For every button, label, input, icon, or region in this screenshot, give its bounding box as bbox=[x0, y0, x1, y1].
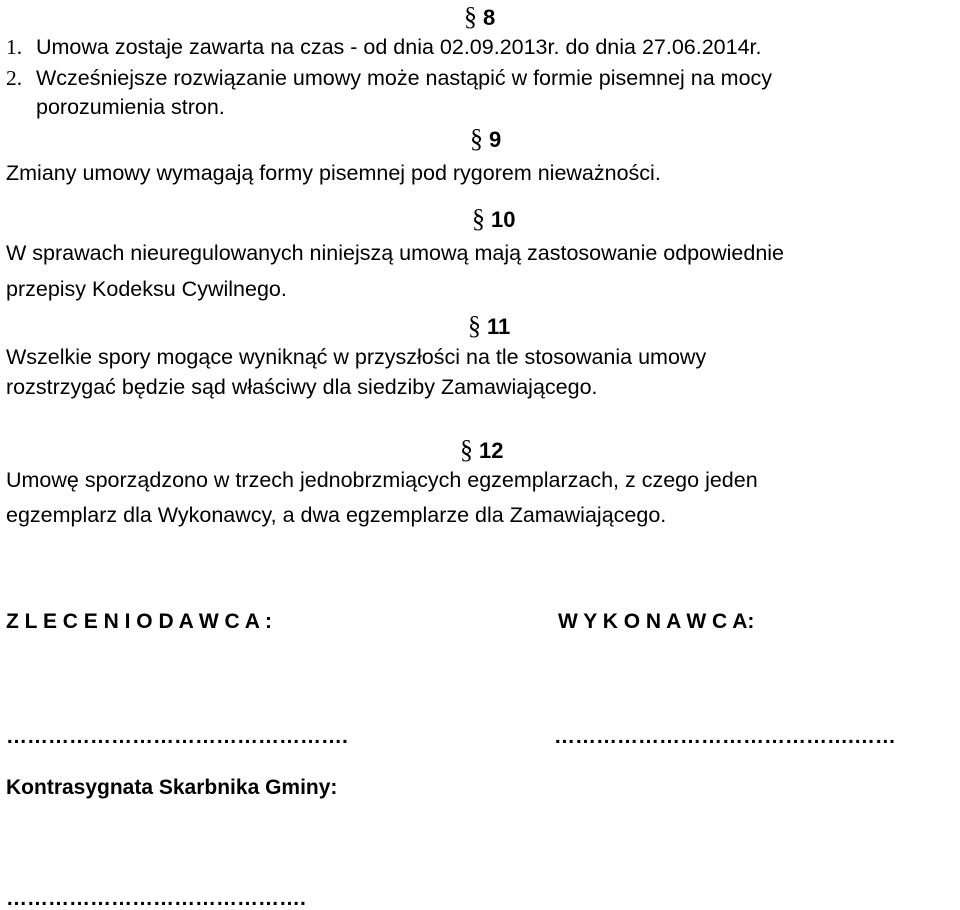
section-sign: § bbox=[470, 124, 483, 153]
treasurer-signature-dots: ……………………………………. bbox=[6, 887, 306, 910]
paragraph-text: przepisy Kodeksu Cywilnego. bbox=[6, 277, 287, 301]
section-10-line-1 bbox=[6, 243, 784, 265]
section-12-line-2 bbox=[6, 505, 666, 527]
contractor-signature-label: W Y K O N A W C A: bbox=[558, 610, 755, 633]
section-8-continuation bbox=[36, 97, 225, 119]
section-10-line-2 bbox=[6, 279, 287, 301]
treasurer-countersignature-label: Kontrasygnata Skarbnika Gminy: bbox=[6, 776, 338, 799]
paragraph-text: Wszelkie spory mogące wyniknąć w przyszłości na tle stosowania umowy bbox=[6, 345, 707, 369]
list-number: 2. bbox=[6, 66, 23, 90]
section-number: 10 bbox=[491, 207, 516, 232]
section-number: 8 bbox=[483, 5, 496, 30]
paragraph-text: rozstrzygać będzie sąd właściwy dla siedziby Zamawiającego. bbox=[6, 375, 598, 399]
list-number: 1. bbox=[6, 35, 23, 59]
paragraph-text: Umowę sporządzono w trzech jednobrzmiących egzemplarzach, z czego jeden bbox=[6, 468, 758, 492]
client-signature-label: Z L E C E N I O D A W C A : bbox=[6, 610, 272, 633]
paragraph-text: W sprawach nieuregulowanych niniejszą umową mają zastosowanie odpowiednie bbox=[6, 241, 785, 265]
section-12-heading bbox=[460, 437, 503, 463]
section-8-item-2 bbox=[6, 68, 772, 90]
section-sign: § bbox=[464, 2, 477, 31]
section-12-line-1 bbox=[6, 470, 758, 492]
list-text: Wcześniejsze rozwiązanie umowy może nastąpić w formie pisemnej na mocy bbox=[36, 66, 773, 90]
section-sign: § bbox=[460, 435, 473, 464]
list-text: porozumienia stron. bbox=[36, 95, 225, 119]
section-10-heading bbox=[472, 206, 515, 232]
list-text: Umowa zostaje zawarta na czas - od dnia 02.09.2013r. do dnia 27.06.2014r. bbox=[36, 35, 762, 59]
section-8-item-1 bbox=[6, 37, 762, 59]
section-11-heading bbox=[468, 313, 510, 339]
section-number: 11 bbox=[487, 314, 511, 339]
contractor-signature-dots: …………………………………….…… bbox=[554, 725, 896, 748]
client-signature-dots: …………………………………………. bbox=[6, 725, 348, 748]
paragraph-text: egzemplarz dla Wykonawcy, a dwa egzemplarze dla Zamawiającego. bbox=[6, 503, 667, 527]
section-sign: § bbox=[472, 204, 485, 233]
section-number: 9 bbox=[489, 127, 502, 152]
section-11-line-1 bbox=[6, 347, 706, 369]
section-9-text bbox=[6, 163, 661, 185]
section-9-heading bbox=[470, 126, 501, 152]
section-number: 12 bbox=[479, 438, 504, 463]
paragraph-text: Zmiany umowy wymagają formy pisemnej pod rygorem nieważności. bbox=[6, 161, 661, 185]
section-sign: § bbox=[468, 311, 481, 340]
section-11-line-2 bbox=[6, 377, 598, 399]
section-8-heading bbox=[464, 4, 495, 30]
